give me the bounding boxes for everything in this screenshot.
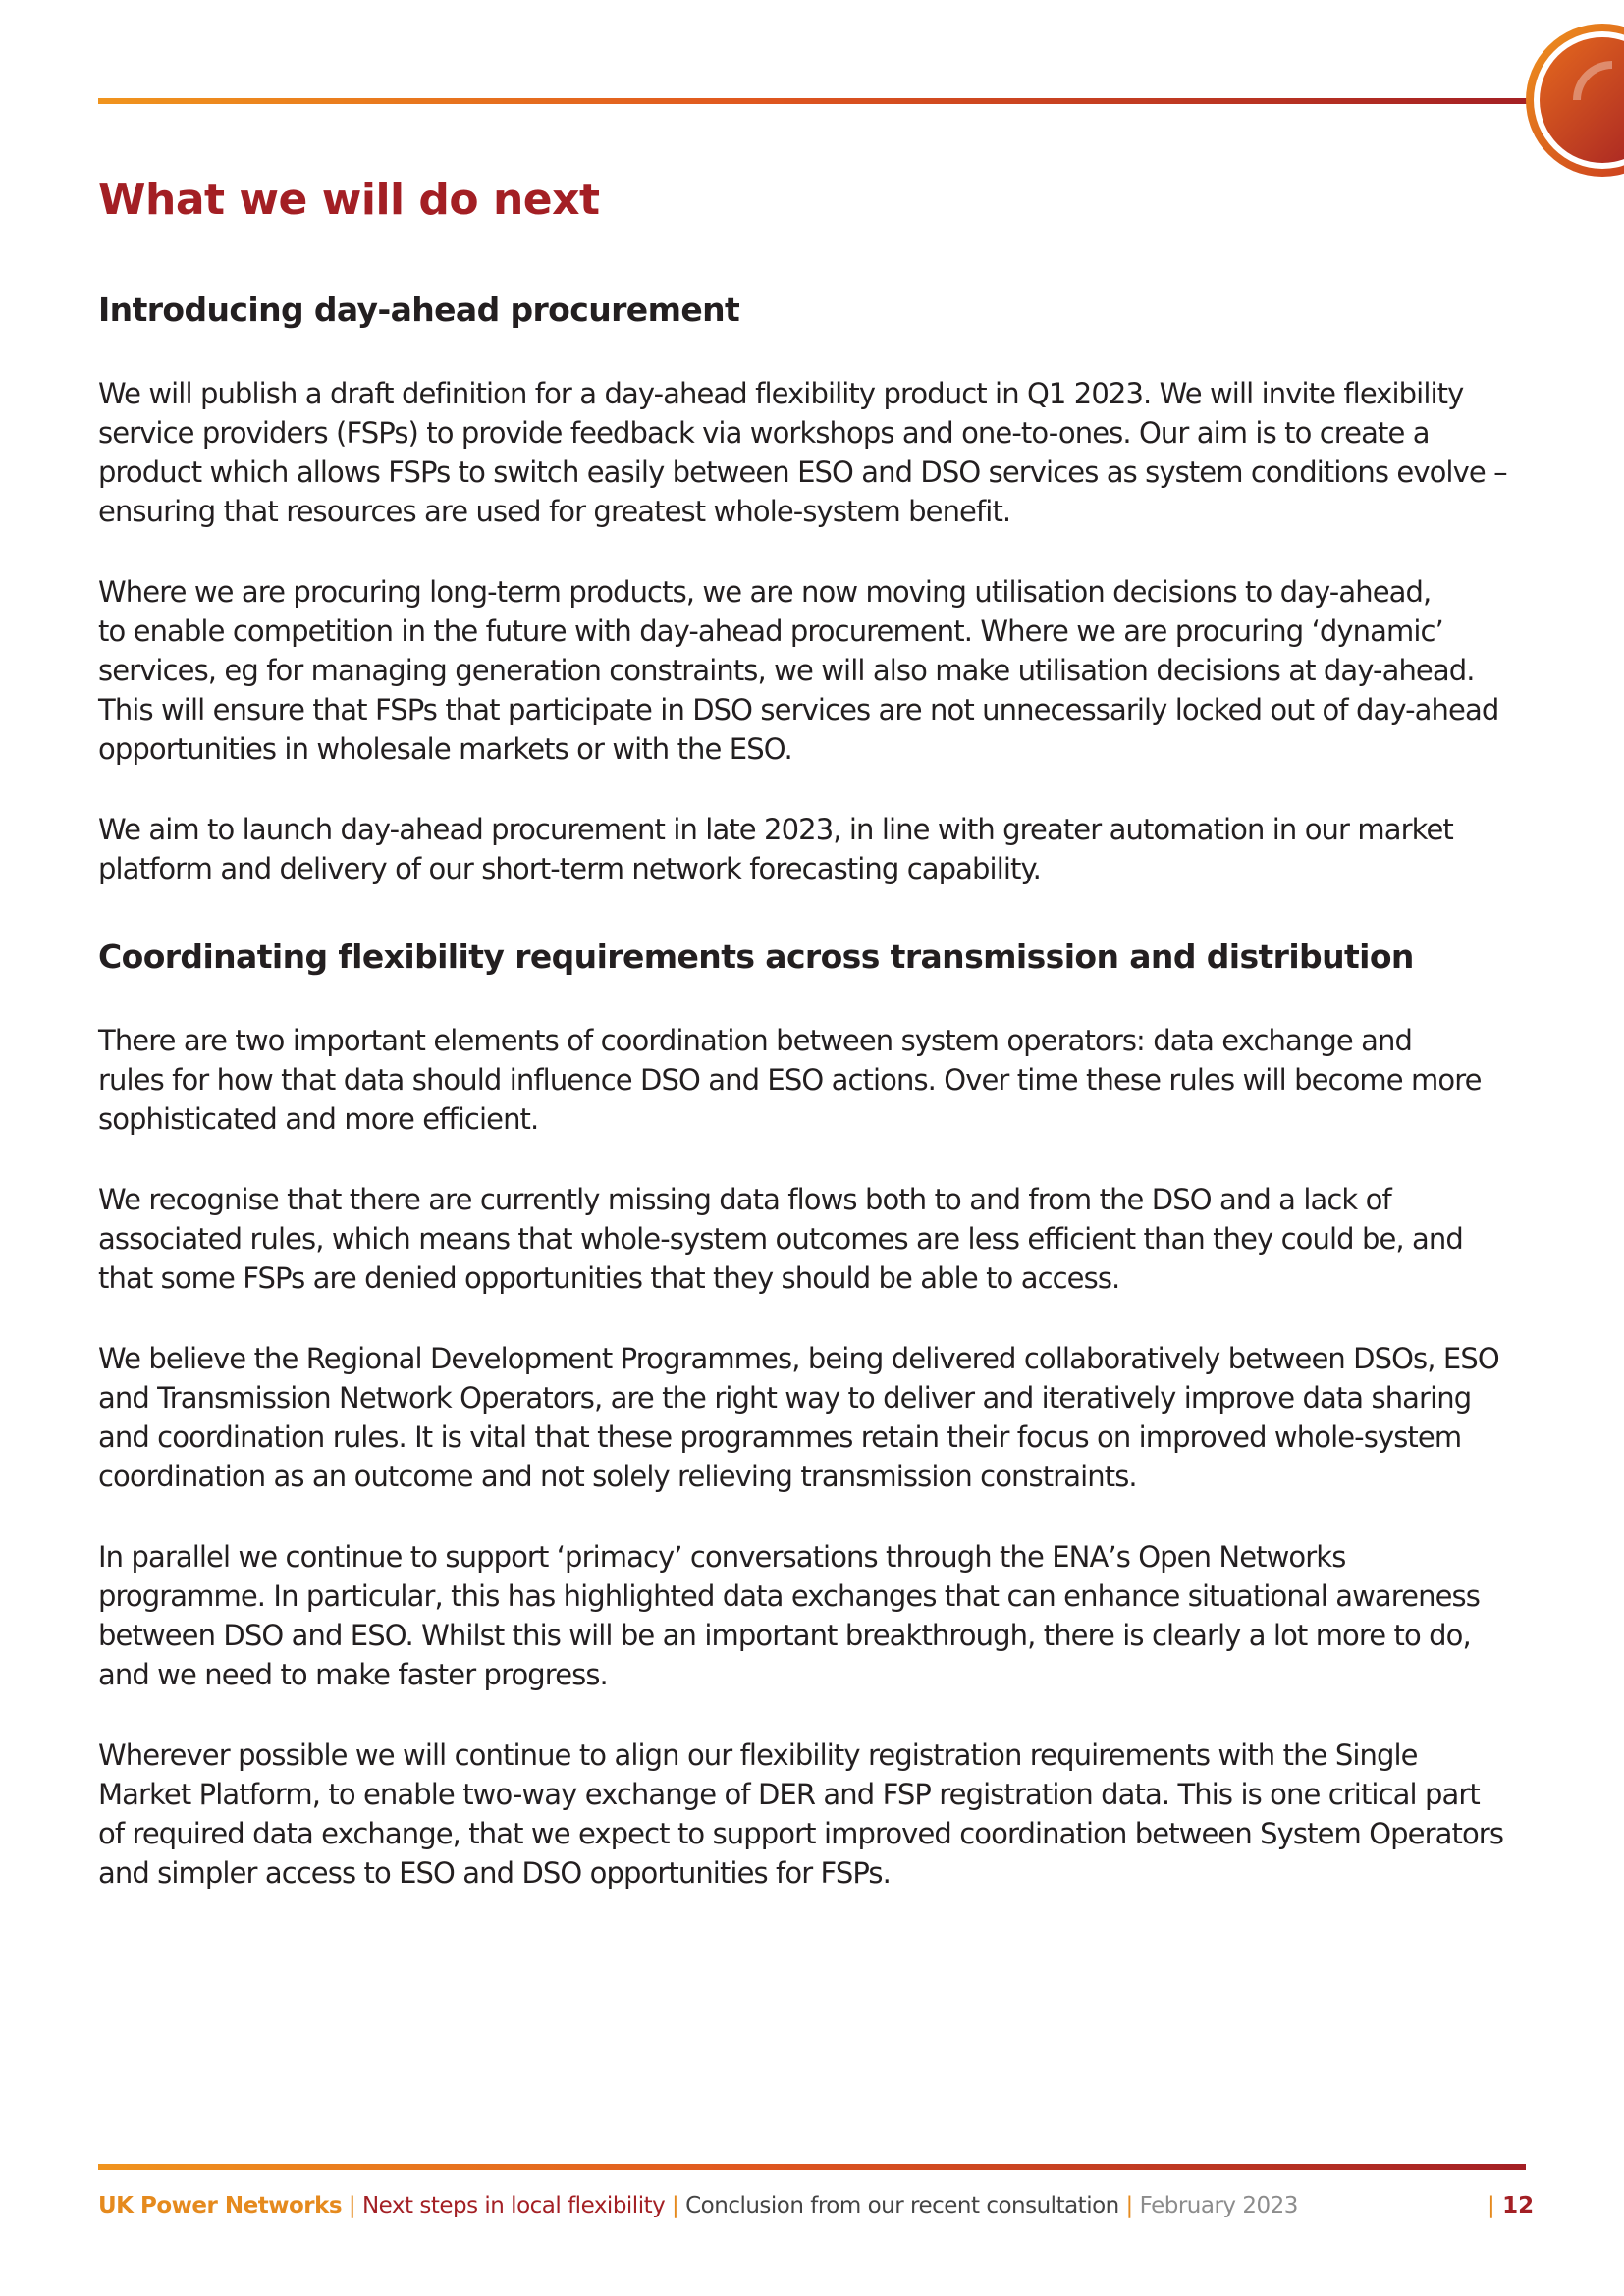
text-line: service providers (FSPs) to provide feedback via workshops and one-to-ones. Our aim is to create a (98, 416, 1430, 450)
text-line: We recognise that there are currently missing data flows both to and from the DSO and a lack of (98, 1183, 1391, 1216)
paragraph (98, 572, 1532, 769)
top-divider (98, 98, 1542, 104)
text-line: platform and delivery of our short-term network forecasting capability. (98, 852, 1041, 885)
footer-separator: | (1125, 2193, 1133, 2218)
text-line: ensuring that resources are used for greatest whole-system benefit. (98, 495, 1011, 528)
text-line: We believe the Regional Development Programmes, being delivered collaboratively between DSOs, ESO (98, 1342, 1499, 1375)
paragraph (98, 1735, 1532, 1893)
text-line: There are two important elements of coordination between system operators: data exchange and (98, 1024, 1412, 1057)
section-spacer (98, 930, 1532, 937)
text-line: coordination as an outcome and not solely relieving transmission constraints. (98, 1460, 1137, 1493)
text-line: rules for how that data should influence DSO and ESO actions. Over time these rules will become more (98, 1063, 1482, 1096)
footer-date: February 2023 (1139, 2193, 1298, 2218)
footer-separator: | (348, 2193, 356, 2218)
footer-organisation: UK Power Networks (98, 2193, 343, 2218)
page-number-value: 12 (1502, 2193, 1535, 2218)
text-line: to enable competition in the future with day-ahead procurement. Where we are procuring ‘dynamic’ (98, 614, 1443, 648)
text-line: This will ensure that FSPs that participate in DSO services are not unnecessarily locked out of day-ahead (98, 693, 1499, 726)
paragraph (98, 810, 1532, 888)
text-line: and we need to make faster progress. (98, 1658, 608, 1691)
paragraph (98, 374, 1532, 531)
paragraph (98, 1180, 1532, 1298)
footer-document-title: Next steps in local flexibility (361, 2193, 666, 2218)
footer-subtitle: Conclusion from our recent consultation (685, 2193, 1119, 2218)
text-line: services, eg for managing generation constraints, we will also make utilisation decisions at day-ahead. (98, 654, 1475, 687)
text-line: We aim to launch day-ahead procurement in late 2023, in line with greater automation in our market (98, 813, 1453, 846)
text-line: product which allows FSPs to switch easily between ESO and DSO services as system conditions evolve – (98, 455, 1507, 489)
text-line: Wherever possible we will continue to align our flexibility registration requirements with the Single (98, 1738, 1418, 1772)
ukpn-circle-logo-icon (1524, 22, 1624, 179)
text-line: and coordination rules. It is vital that these programmes retain their focus on improved whole-system (98, 1420, 1462, 1454)
footer (98, 2193, 1298, 2218)
bottom-divider (98, 2164, 1526, 2170)
section-heading-day-ahead: Introducing day-ahead procurement (98, 291, 740, 329)
text-line: sophisticated and more efficient. (98, 1102, 539, 1136)
section-heading-coordination: Coordinating flexibility requirements across transmission and distribution (98, 937, 1414, 976)
text-line: We will publish a draft definition for a day-ahead flexibility product in Q1 2023. We will invite flexibility (98, 377, 1464, 410)
text-line: opportunities in wholesale markets or with the ESO. (98, 732, 792, 766)
text-line: between DSO and ESO. Whilst this will be an important breakthrough, there is clearly a lot more to do, (98, 1619, 1471, 1652)
page-number-separator: | (1488, 2193, 1495, 2218)
text-line: programme. In particular, this has highlighted data exchanges that can enhance situational awareness (98, 1579, 1480, 1613)
footer-separator: | (672, 2193, 679, 2218)
paragraph (98, 1339, 1532, 1496)
text-line: and Transmission Network Operators, are the right way to deliver and iteratively improve data sharing (98, 1381, 1472, 1415)
page-number (1488, 2193, 1534, 2218)
paragraph (98, 1021, 1532, 1139)
text-line: Market Platform, to enable two-way exchange of DER and FSP registration data. This is one critical part (98, 1778, 1480, 1811)
paragraph (98, 1537, 1532, 1694)
main-content (98, 291, 1532, 1934)
text-line: associated rules, which means that whole-system outcomes are less efficient than they could be, and (98, 1222, 1463, 1255)
text-line: that some FSPs are denied opportunities that they should be able to access. (98, 1261, 1120, 1295)
page-title: What we will do next (98, 175, 600, 225)
text-line: of required data exchange, that we expect to support improved coordination between System Operators (98, 1817, 1504, 1850)
text-line: and simpler access to ESO and DSO opportunities for FSPs. (98, 1856, 891, 1890)
text-line: In parallel we continue to support ‘primacy’ conversations through the ENA’s Open Networks (98, 1540, 1346, 1574)
text-line: Where we are procuring long-term products, we are now moving utilisation decisions to day-ahead, (98, 575, 1432, 609)
